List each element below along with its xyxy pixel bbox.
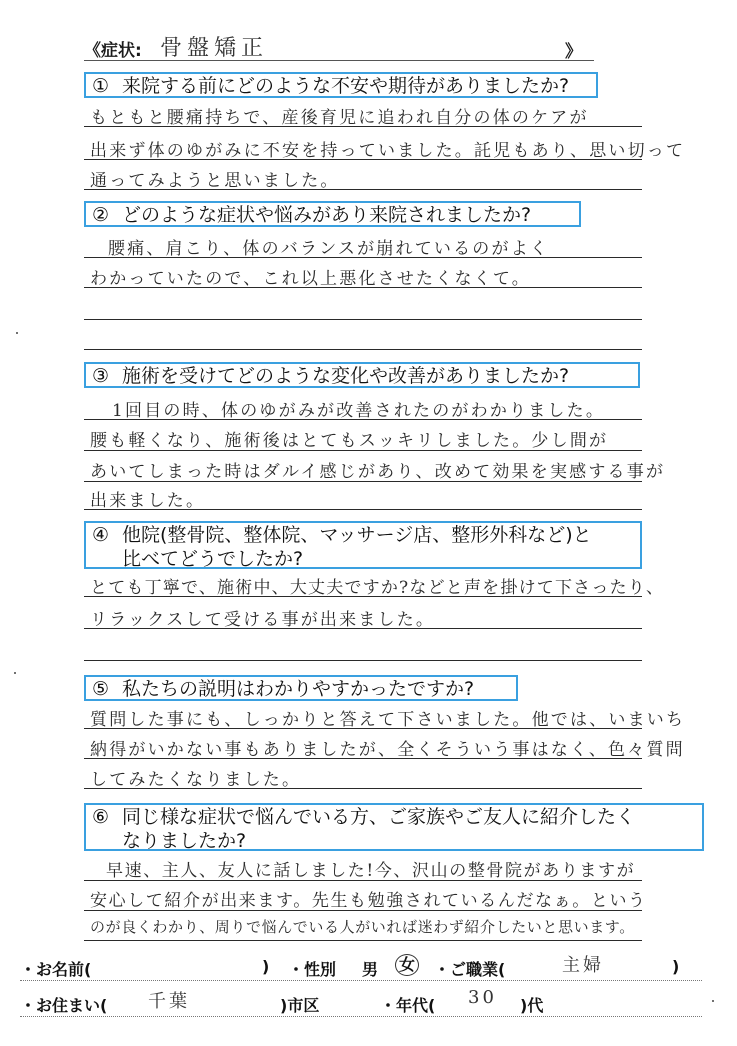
question-6-text: 同じ様な症状で悩んでいる方、ご家族やご友人に紹介したく bbox=[122, 806, 636, 828]
question-5-number: ⑤ bbox=[92, 678, 110, 700]
address-suffix: )市区 bbox=[280, 996, 320, 1015]
answer-1-line-2: 出来ず体のゆがみに不安を持っていました。託児もあり、思い切って bbox=[90, 141, 686, 161]
answer-4-line-2: リラックスして受ける事が出来ました。 bbox=[90, 610, 436, 630]
gender-male: 男 bbox=[362, 960, 379, 979]
answer-rule bbox=[84, 660, 642, 661]
footer-dotted-line bbox=[20, 1016, 702, 1017]
name-label: ・お名前( bbox=[20, 960, 92, 979]
answer-3-line-2: 腰も軽くなり、施術後はとてもスッキリしました。少し間が bbox=[90, 431, 609, 451]
answer-rule bbox=[84, 319, 642, 320]
answer-rule bbox=[84, 450, 642, 451]
question-6-text-line-2: なりましたか? bbox=[122, 830, 247, 852]
answer-rule bbox=[84, 159, 642, 160]
answer-5-line-2: 納得がいかない事もありましたが、全くそういう事はなく、色々質問 bbox=[90, 740, 685, 760]
answer-6-line-1: 早速、主人、友人に話しました!今、沢山の整骨院がありますが bbox=[106, 861, 636, 881]
answer-rule bbox=[84, 728, 642, 729]
answer-rule bbox=[84, 628, 642, 629]
answer-5-line-1: 質問した事にも、しっかりと答えて下さいました。他では、いまいち bbox=[90, 710, 686, 730]
symptom-underline bbox=[84, 60, 594, 61]
answer-6-line-2: 安心して紹介が出来ます。先生も勉強されているんだなぁ。という bbox=[90, 891, 647, 911]
answer-1-line-3: 通ってみようと思いました。 bbox=[90, 171, 340, 191]
answer-6-line-3: のが良くわかり、周りで悩んでいる人がいれば迷わず紹介したいと思います。 bbox=[90, 918, 635, 936]
address-label: ・お住まい( bbox=[20, 996, 108, 1015]
gender-label: ・性別 bbox=[288, 960, 337, 979]
answer-rule bbox=[84, 257, 642, 258]
answer-2-line-2: わかっていたので、これ以上悪化させたくなくて。 bbox=[90, 269, 531, 289]
question-5-box bbox=[84, 675, 518, 701]
answer-3-line-3: あいてしまった時はダルイ感じがあり、改めて効果を実感する事が bbox=[90, 462, 666, 482]
question-3-box bbox=[84, 362, 640, 388]
question-1-text: 来院する前にどのような不安や期待がありましたか? bbox=[122, 75, 570, 97]
symptom-close-bracket: 》 bbox=[565, 42, 582, 62]
gender-female: 女 bbox=[395, 954, 419, 976]
answer-rule bbox=[84, 419, 642, 420]
scan-speck bbox=[14, 672, 16, 674]
answer-rule bbox=[84, 788, 642, 789]
question-4-text-line-2: 比べてどうでしたか? bbox=[122, 548, 304, 570]
symptom-label: 《症状: bbox=[84, 41, 142, 61]
address-value: 千葉 bbox=[148, 991, 190, 1012]
age-suffix: )代 bbox=[520, 996, 544, 1015]
answer-5-line-3: してみたくなりました。 bbox=[90, 770, 302, 790]
question-2-box bbox=[84, 201, 581, 227]
question-1-box bbox=[84, 72, 598, 98]
answer-3-line-1: 1回目の時、体のゆがみが改善されたのがわかりました。 bbox=[112, 401, 606, 421]
answer-rule bbox=[84, 758, 642, 759]
question-6-number: ⑥ bbox=[92, 806, 110, 828]
question-2-number: ② bbox=[92, 204, 110, 226]
question-6-box bbox=[84, 803, 704, 851]
answer-rule bbox=[84, 349, 642, 350]
symptom-value: 骨盤矯正 bbox=[160, 36, 269, 61]
answer-rule bbox=[84, 126, 642, 127]
answer-rule bbox=[84, 940, 642, 941]
answer-2-line-1: 腰痛、肩こり、体のバランスが崩れているのがよく bbox=[108, 239, 550, 259]
answer-1-line-1: もともと腰痛持ちで、産後育児に追われ自分の体のケアが bbox=[90, 108, 589, 128]
occupation-value: 主婦 bbox=[562, 955, 604, 976]
question-3-text: 施術を受けてどのような変化や改善がありましたか? bbox=[122, 365, 570, 387]
question-2-text: どのような症状や悩みがあり来院されましたか? bbox=[122, 204, 532, 226]
question-1-number: ① bbox=[92, 75, 110, 97]
answer-rule bbox=[84, 880, 642, 881]
answer-rule bbox=[84, 596, 642, 597]
answer-4-line-1: とても丁寧で、施術中、大丈夫ですか?などと声を掛けて下さったり、 bbox=[90, 578, 665, 598]
gender-female-circled bbox=[395, 954, 419, 976]
age-label: ・年代( bbox=[380, 996, 436, 1015]
answer-3-line-4: 出来ました。 bbox=[90, 491, 206, 511]
occupation-close-bracket: ) bbox=[672, 957, 680, 976]
answer-rule bbox=[84, 287, 642, 288]
name-close-bracket: ) bbox=[262, 957, 270, 976]
answer-rule bbox=[84, 509, 642, 510]
question-5-text: 私たちの説明はわかりやすかったですか? bbox=[122, 678, 475, 700]
answer-rule bbox=[84, 481, 642, 482]
answer-rule bbox=[84, 189, 642, 190]
question-4-number: ④ bbox=[92, 524, 110, 546]
footer-dotted-line bbox=[20, 980, 702, 981]
answer-rule bbox=[84, 910, 642, 911]
occupation-label: ・ご職業( bbox=[434, 960, 506, 979]
age-value: 30 bbox=[468, 987, 497, 1008]
question-4-box bbox=[84, 521, 642, 569]
question-3-number: ③ bbox=[92, 365, 110, 387]
scan-speck bbox=[712, 1000, 714, 1002]
question-4-text: 他院(整骨院、整体院、マッサージ店、整形外科など)と bbox=[122, 524, 592, 546]
scan-speck bbox=[16, 332, 18, 334]
